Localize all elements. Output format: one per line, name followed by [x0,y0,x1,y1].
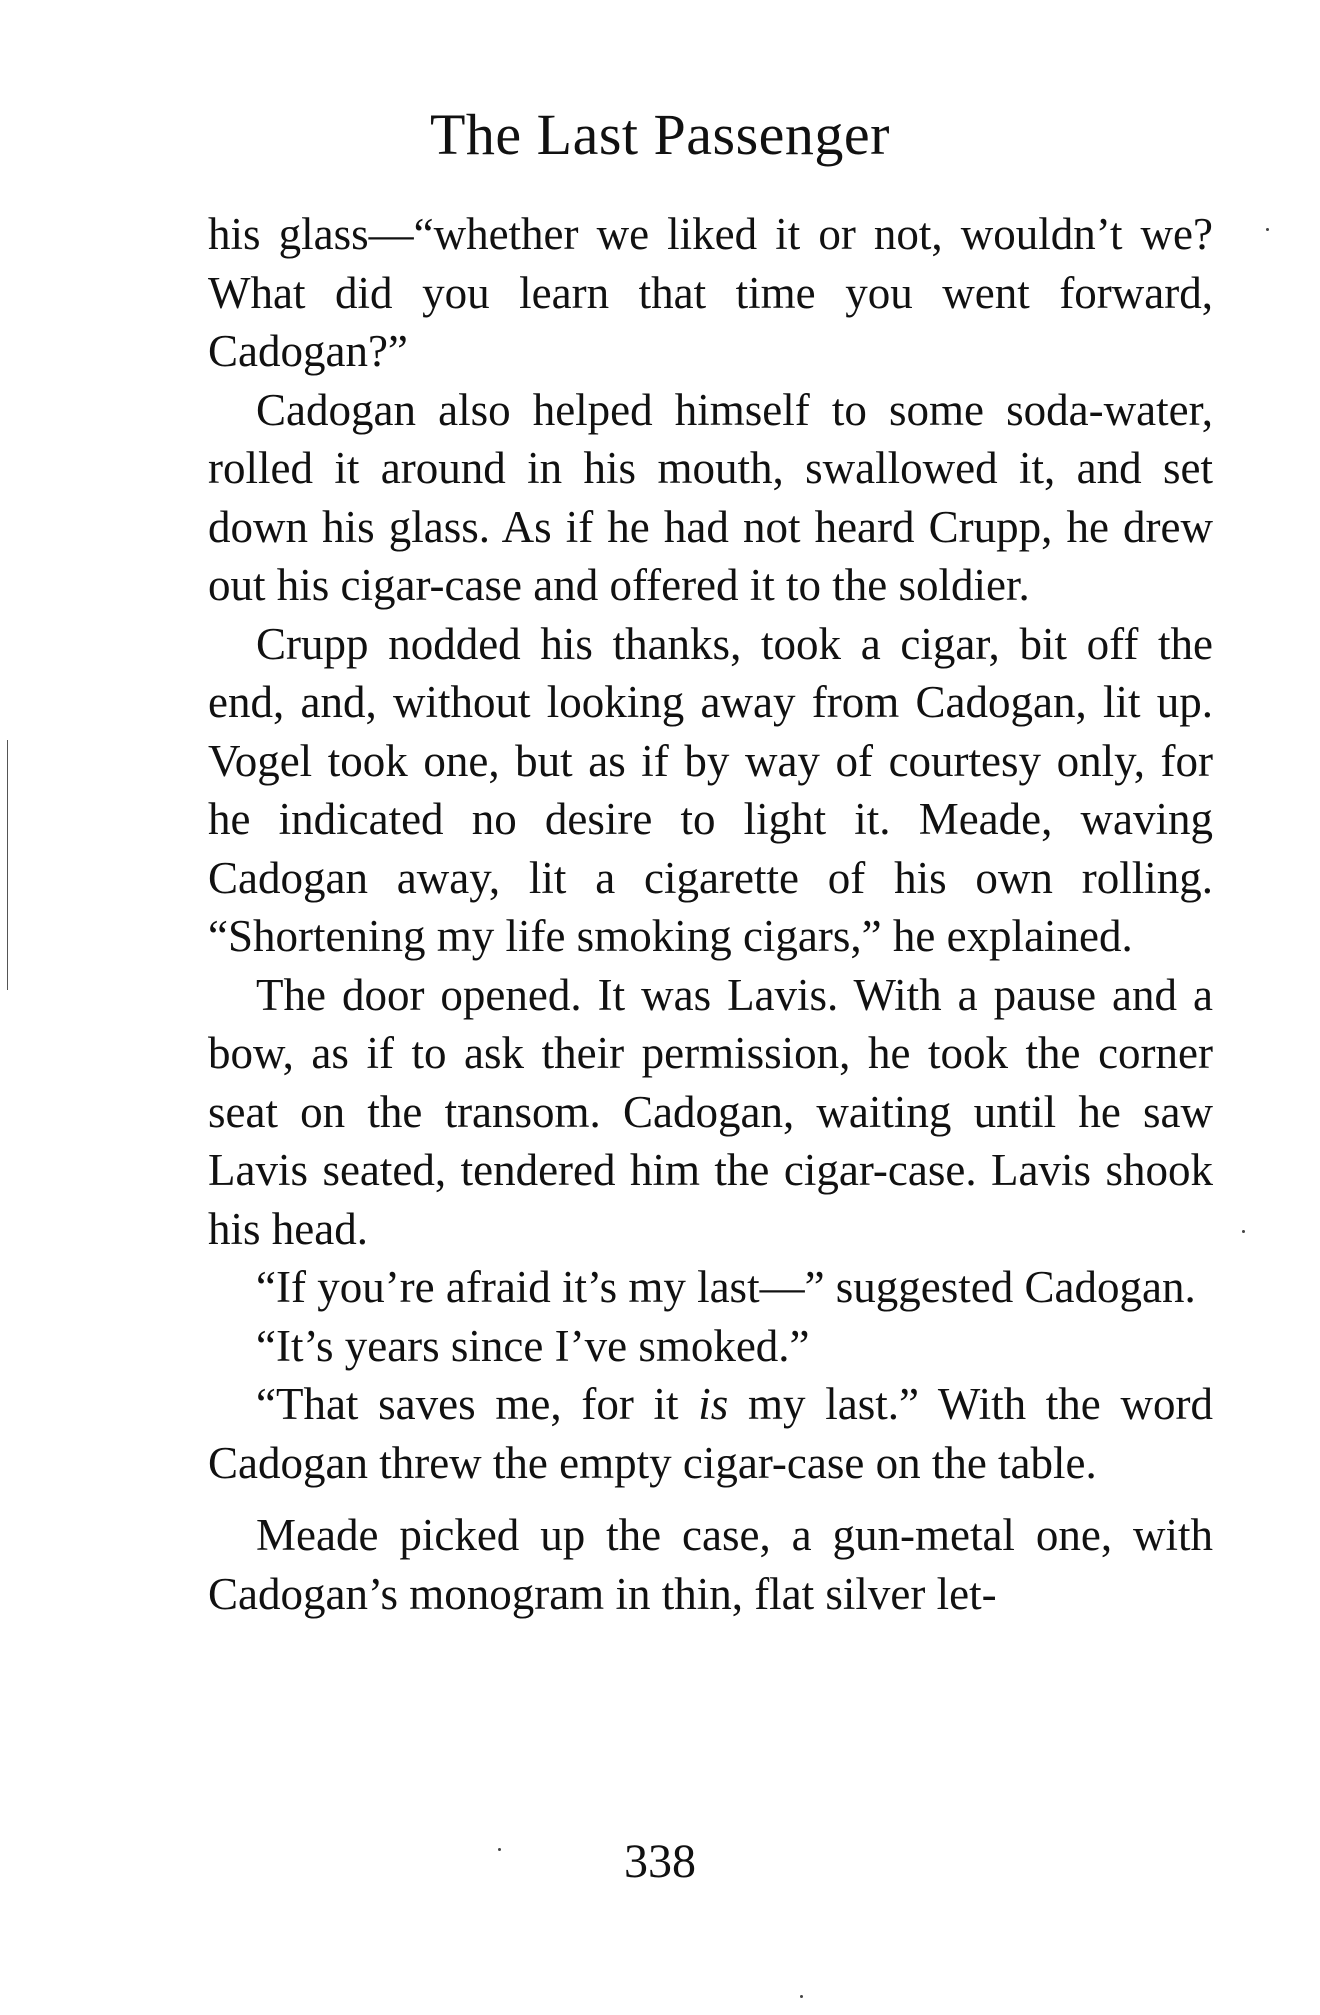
paragraph-text: “That saves me, for it [256,1379,699,1429]
scan-speck [498,1848,501,1851]
scan-speck [1242,1230,1245,1233]
running-head: The Last Passenger [430,102,890,167]
paragraph: “It’s years since I’ve smoked.” [256,1320,810,1371]
paragraph: “If you’re afraid it’s my last—” suggested Cadogan. [256,1262,1196,1312]
page-number: 338 [624,1835,696,1888]
body-text [208,205,1213,1623]
paragraph: The door opened. It was Lavis. With a pause and a bow, as if to ask their permission, he took the corner seat on the transom. Cadogan, waiting until he saw Lavis seated, tendered him the cigar-case. Lavis shook his head. [208,969,1213,1254]
paragraph: Meade picked up the case, a gun-metal one, with Cadogan’s monogram in thin, flat silver let- [208,1510,1213,1619]
paragraph: Cadogan also helped himself to some soda-water, rolled it around in his mouth, swallowed it, and set down his glass. As if he had not heard Crupp, he drew out his cigar-case and offered it to the soldier. [208,384,1213,610]
paragraph [208,1375,1213,1492]
scan-speck [800,1995,803,1998]
paragraph-text: my last.” With the word Cadogan threw the empty cigar-case on the table. [208,1379,1213,1488]
paragraph: Crupp nodded his thanks, took a cigar, bit off the end, and, without looking away from Cadogan, lit up. Vogel took one, but as if by way of courtesy only, for he indicated no desire to light it. Meade, waving Cadogan away, lit a cigarette of his own rolling. “Shortening my life smoking cigars,” he explained. [208,618,1213,961]
scan-speck [1266,228,1269,231]
emphasis: is [698,1379,729,1429]
paragraph: his glass—“whether we liked it or not, wouldn’t we? What did you learn that time you went forward, Cadogan?” [208,209,1213,376]
margin-scan-line [7,740,8,990]
